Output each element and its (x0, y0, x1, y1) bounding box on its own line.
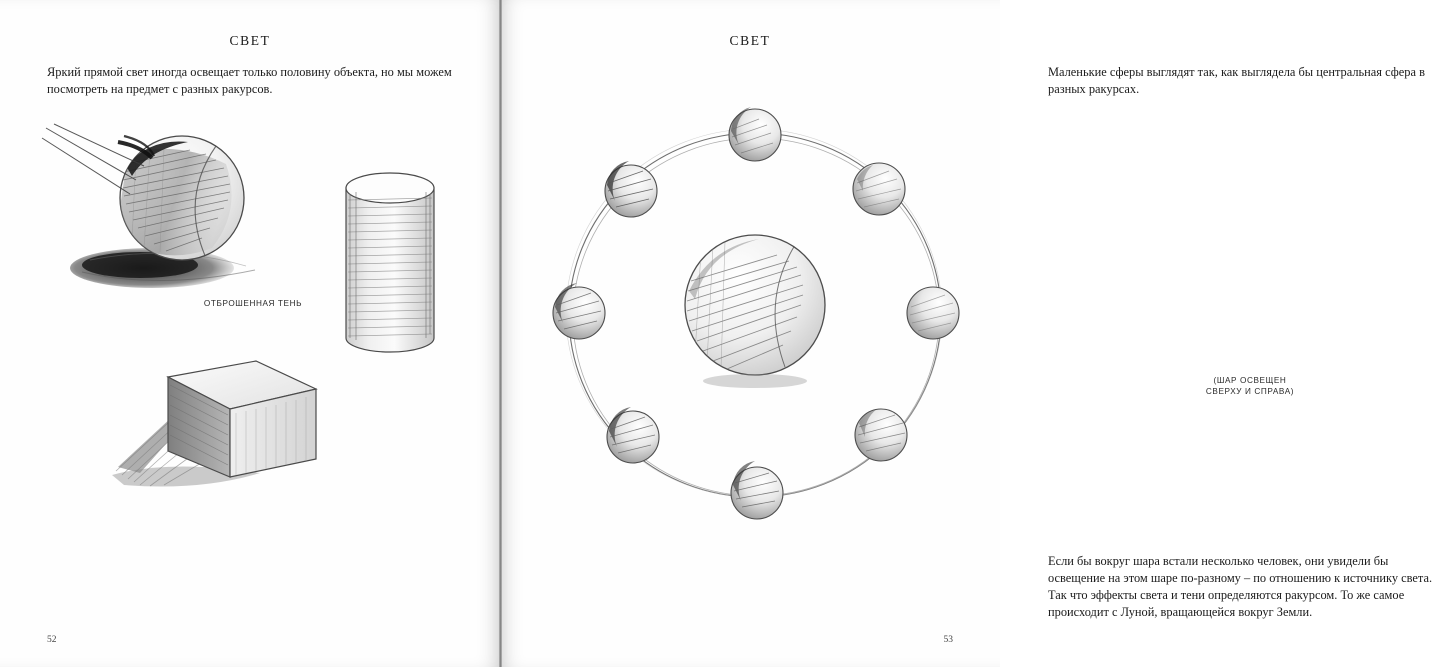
right-page-top-paragraph: Маленькие сферы выглядят так, как выглядела бы центральная сфера в разных ракурсах. (1048, 65, 1425, 96)
sphere-with-cast-shadow-figure (40, 120, 330, 320)
left-folio: 52 (47, 635, 57, 645)
book-gutter (499, 0, 502, 667)
central-sphere-caption: (ШАР ОСВЕЩЕН СВЕРХУ И СПРАВА) (1205, 376, 1295, 396)
orbit-sphere-bottom-left (607, 407, 659, 463)
orbit-sphere-top (729, 107, 781, 161)
cube-with-shadow-figure (110, 355, 340, 515)
left-page-paragraph: Яркий прямой свет иногда освещает только половину объекта, но мы можем посмотреть на предмет с разных ракурсов. (47, 65, 452, 96)
right-page (500, 0, 1433, 667)
left-page (0, 0, 500, 667)
orbit-sphere-top-right (853, 163, 905, 215)
orbit-sphere-top-left (605, 161, 657, 217)
orbit-sphere-bottom (731, 461, 783, 519)
orbit-sphere-right (907, 287, 959, 339)
cast-shadow-caption: ОТБРОШЕННАЯ ТЕНЬ (203, 299, 303, 308)
cylinder-figure (330, 160, 460, 370)
orbit-sphere-left (553, 283, 605, 339)
orbit-ring-figure (545, 105, 965, 535)
right-folio: 53 (943, 635, 953, 645)
right-page-bottom-paragraph: Если бы вокруг шара встали несколько человек, они увидели бы освещение на этом шаре по-разному – по отношению к источнику света. Так что эффекты света и тени определяются ракурсом. То же самое происходит с Луной, вращающейся вокруг Земли. (1048, 554, 1433, 619)
left-page-header: СВЕТ (229, 33, 271, 48)
right-page-header: СВЕТ (729, 33, 771, 48)
orbit-sphere-bottom-right (855, 409, 907, 461)
